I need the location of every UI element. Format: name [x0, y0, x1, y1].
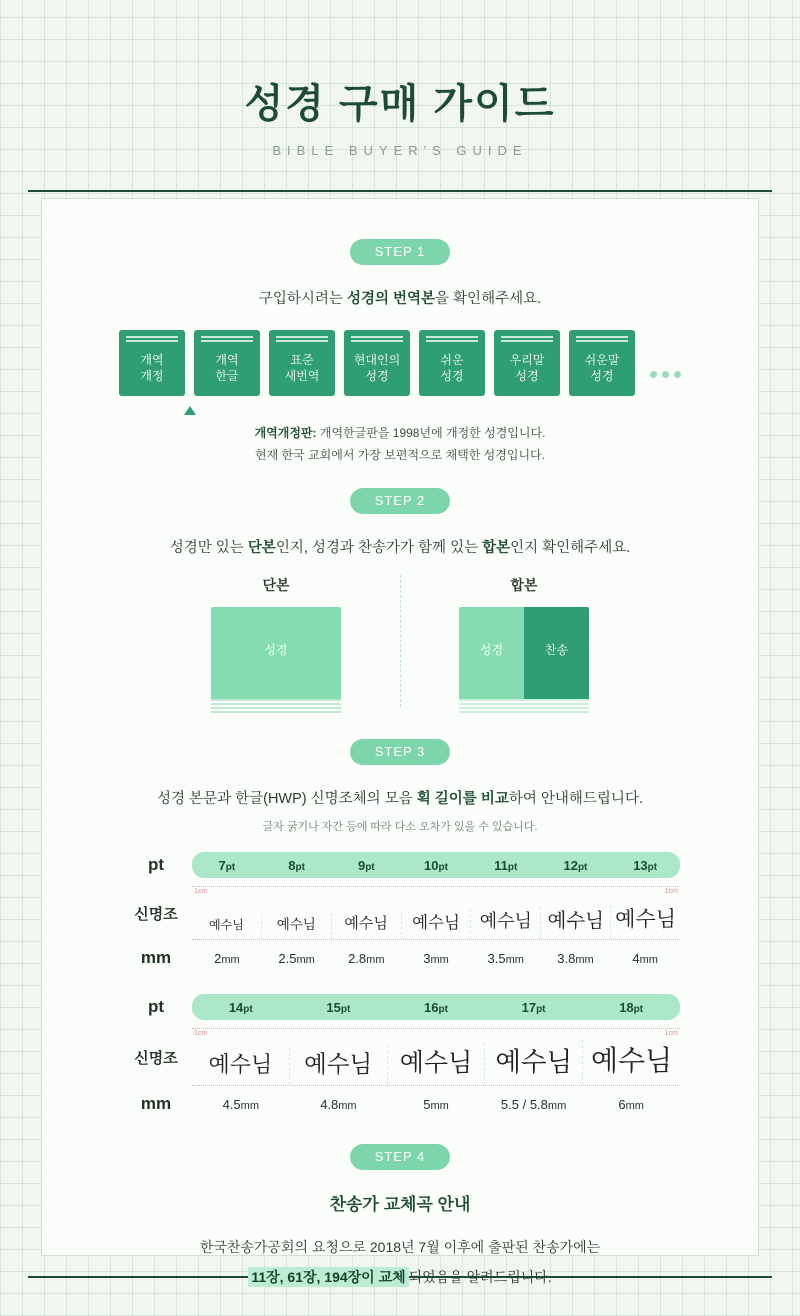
- row-header-pt: pt: [147, 997, 165, 1017]
- sample-cell: 예수님: [402, 909, 472, 939]
- single-volume-inner-label: 성경: [264, 642, 288, 657]
- pt-unit: pt: [295, 861, 305, 873]
- pt-cell: [290, 1000, 388, 1015]
- mm-value: 4: [632, 950, 640, 966]
- mm-unit: mm: [296, 953, 315, 966]
- ruler-left-label: 1cm: [194, 1030, 208, 1038]
- bible-format-comparison: [42, 575, 758, 713]
- row-header-mm: mm: [140, 1094, 172, 1114]
- step-1-lead-after: 을 확인해주세요.: [435, 291, 542, 307]
- page-header: [0, 0, 800, 158]
- sample-band-small: [192, 886, 680, 940]
- pt-unit: pt: [438, 1003, 448, 1015]
- mm-band-large: [192, 1097, 680, 1112]
- pt-band-small: [192, 852, 680, 878]
- mm-unit: mm: [505, 953, 524, 966]
- mm-unit: mm: [625, 1099, 644, 1112]
- page-title: 성경 구매 가이드: [244, 82, 556, 126]
- mm-value: 3: [423, 950, 431, 966]
- book-label-line2: 성경: [515, 369, 539, 383]
- sample-cell: 예수님: [290, 1045, 388, 1085]
- sample-cell: 예수님: [615, 907, 677, 932]
- mm-cell: [387, 1097, 485, 1112]
- combined-volume-pages: [459, 699, 589, 713]
- step-4-body: [42, 1233, 758, 1292]
- table-row: [120, 878, 680, 948]
- step-4-highlight: 11장, 61장, 194장이 교체: [248, 1267, 408, 1287]
- ruler-right-label: 1cm: [664, 888, 678, 896]
- step-1-lead-before: 구입하시려는: [258, 291, 347, 307]
- pt-value: 17: [521, 999, 537, 1015]
- pt-value: 12: [563, 857, 578, 873]
- mm-cell: [192, 951, 262, 966]
- pt-unit: pt: [536, 1003, 546, 1015]
- mm-unit: mm: [338, 1099, 357, 1112]
- mm-cell: [485, 1097, 583, 1112]
- mm-value: 6: [618, 1096, 626, 1112]
- pt-unit: pt: [633, 1003, 644, 1015]
- book-item[interactable]: [119, 330, 185, 396]
- mm-unit: mm: [547, 1099, 567, 1112]
- combined-volume-card[interactable]: [459, 575, 589, 713]
- step-4-line-2-tail: 되었음을 알려드립니다.: [408, 1268, 552, 1285]
- ruler-right-label: 1cm: [664, 1030, 678, 1038]
- book-label-line1: 쉬운말: [584, 352, 620, 367]
- pt-unit: pt: [438, 861, 448, 873]
- single-volume-right-page: [264, 607, 341, 699]
- pt-cell: [387, 1000, 485, 1015]
- mm-value: 5: [423, 1096, 431, 1112]
- step-2-lead-c: 인지, 성경과 찬송가가 함께 있는: [275, 540, 483, 557]
- step-3-lead-a: 성경 본문과 한글(HWP) 신명조체의 모음: [157, 791, 417, 808]
- book-label-line1: 우리말: [509, 352, 545, 367]
- pt-value: 18: [619, 999, 634, 1015]
- row-header-font: 신명조: [134, 905, 178, 923]
- sample-cell: 예수님: [332, 912, 402, 939]
- sample-cell: 예수님: [388, 1043, 486, 1085]
- mm-band-small: [192, 951, 680, 966]
- callout-arrow-icon: [184, 406, 196, 415]
- pt-unit: pt: [225, 861, 236, 873]
- pt-cell: [401, 858, 471, 873]
- pt-unit: pt: [577, 861, 588, 873]
- pt-value: 16: [424, 999, 439, 1015]
- book-label-line1: 개역: [215, 352, 239, 367]
- pt-value: 9: [357, 857, 366, 873]
- step-1-lead-bold: 성경의 번역본: [346, 291, 436, 307]
- step-3-lead: [42, 787, 758, 808]
- mm-unit: mm: [430, 953, 449, 966]
- pt-cell: [192, 858, 262, 873]
- sample-cell: 예수님: [471, 907, 541, 939]
- mm-value: 2.5: [278, 950, 297, 966]
- section-step-3: [42, 713, 758, 1114]
- callout-term: 개역개정판:: [254, 426, 317, 440]
- mm-value: 4.5: [222, 1096, 241, 1112]
- step-3-badge: STEP 3: [350, 739, 450, 765]
- pt-value: 13: [633, 857, 648, 873]
- font-size-table-large: [120, 994, 680, 1114]
- pt-cell: [331, 858, 401, 873]
- callout-line-2: 현재 한국 교회에서 가장 보편적으로 채택한 성경입니다.: [255, 448, 545, 463]
- callout-line-1: [140, 422, 660, 444]
- combined-volume-label: 합본: [510, 577, 538, 594]
- mm-cell: [331, 951, 401, 966]
- combined-volume-graphic: [459, 607, 589, 699]
- pt-cell: [262, 858, 332, 873]
- pt-unit: pt: [507, 861, 518, 873]
- combined-left-label: 성경: [479, 642, 504, 657]
- mm-unit: mm: [240, 1099, 259, 1112]
- step-2-lead-b1: 단본: [247, 540, 276, 557]
- step-4-badge: STEP 4: [350, 1144, 450, 1170]
- section-step-2: [42, 466, 758, 713]
- mm-cell: [401, 951, 471, 966]
- row-header-mm: mm: [140, 948, 172, 968]
- pt-unit: pt: [647, 861, 658, 873]
- mm-unit: mm: [430, 1099, 449, 1112]
- pt-cell: [485, 1000, 583, 1015]
- section-step-1: [42, 199, 758, 466]
- pt-cell: [541, 858, 611, 873]
- step-2-badge: STEP 2: [350, 488, 450, 514]
- table-row: [120, 1020, 680, 1094]
- mm-value: 5.5 / 5.8: [500, 1096, 548, 1112]
- mm-cell: [290, 1097, 388, 1112]
- book-label-line2: 새번역: [284, 369, 320, 383]
- section-step-4: [42, 1114, 758, 1292]
- pt-unit: pt: [365, 861, 375, 873]
- table-row: [120, 948, 680, 968]
- sample-cell: 예수님: [591, 1046, 673, 1078]
- row-header-pt: pt: [147, 855, 165, 875]
- sample-cell: 예수님: [541, 905, 611, 939]
- mm-value: 4.8: [320, 1096, 339, 1112]
- single-volume-label: 단본: [262, 577, 290, 594]
- mm-cell: [541, 951, 611, 966]
- pt-cell: [582, 1000, 680, 1015]
- table-row: [120, 1094, 680, 1114]
- ellipsis-dots-icon: [650, 371, 681, 378]
- step-2-lead-a: 성경만 있는: [169, 540, 248, 557]
- book-label-line2: 성경: [440, 369, 464, 383]
- book-label-line2: 한글: [215, 369, 239, 383]
- page-subtitle: BIBLE BUYER'S GUIDE: [272, 143, 528, 158]
- mm-unit: mm: [639, 953, 658, 966]
- pt-value: 15: [326, 999, 341, 1015]
- book-label-line1: 표준: [290, 352, 314, 367]
- mm-value: 2.8: [348, 950, 367, 966]
- pt-value: 7: [218, 857, 226, 873]
- book-label-line1: 현대인의: [353, 352, 401, 367]
- mm-cell: [582, 1097, 680, 1112]
- pt-value: 14: [228, 999, 244, 1015]
- row-header-font: 신명조: [134, 1049, 178, 1067]
- step-2-lead-b2: 합본: [482, 540, 511, 557]
- step-4-line-2: [42, 1263, 758, 1292]
- ruler-left-label: 1cm: [194, 888, 208, 896]
- book-item[interactable]: [344, 330, 410, 396]
- book-label-line1: 쉬운: [440, 352, 464, 367]
- mm-value: 2: [214, 950, 222, 966]
- mm-unit: mm: [366, 953, 385, 966]
- sample-cell: 예수님: [192, 916, 262, 939]
- combined-left-page: [459, 607, 524, 699]
- step-3-lead-b: 획 길이를 비교: [416, 791, 509, 808]
- step-3-note: 글자 굵기나 자간 등에 따라 다소 오차가 있을 수 있습니다.: [262, 821, 538, 834]
- mm-cell: [610, 951, 680, 966]
- pt-unit: pt: [243, 1003, 253, 1015]
- mm-cell: [262, 951, 332, 966]
- combined-right-page: [524, 607, 589, 699]
- mm-unit: mm: [575, 953, 594, 966]
- book-label-line1: 개역: [140, 352, 164, 367]
- pt-band-large: [192, 994, 680, 1020]
- content-sheet: [42, 199, 758, 1285]
- single-volume-card[interactable]: [211, 575, 341, 713]
- step-3-lead-c: 하여 안내해드립니다.: [508, 791, 643, 808]
- step-1-callout: [140, 422, 660, 466]
- step-2-lead-d: 인지 확인해주세요.: [510, 540, 631, 557]
- translation-book-list: [42, 330, 758, 396]
- mm-cell: [471, 951, 541, 966]
- callout-desc: 개역한글판을 1998년에 개정한 성경입니다.: [316, 426, 546, 440]
- sample-cell: 예수님: [192, 1048, 290, 1085]
- book-item[interactable]: [269, 330, 335, 396]
- single-volume-pages: [211, 699, 341, 713]
- book-label-line2: 성경: [365, 369, 389, 383]
- combined-right-label: 찬송: [544, 642, 569, 657]
- pt-cell: [610, 858, 680, 873]
- book-item[interactable]: [194, 330, 260, 396]
- step-1-lead: [42, 287, 758, 308]
- top-divider: [28, 190, 772, 192]
- font-size-table-small: [120, 852, 680, 968]
- book-item[interactable]: [494, 330, 560, 396]
- sample-cell: 예수님: [262, 913, 332, 939]
- sample-cell: 예수님: [485, 1040, 583, 1085]
- step-4-line-1: 한국찬송가공회의 요청으로 2018년 7월 이후에 출판된 찬송가에는: [199, 1239, 601, 1256]
- step-1-badge: STEP 1: [350, 239, 450, 265]
- table-row: [120, 994, 680, 1020]
- mm-unit: mm: [221, 953, 240, 966]
- pt-cell: [471, 858, 541, 873]
- mm-value: 3.8: [557, 950, 576, 966]
- mm-cell: [192, 1097, 290, 1112]
- mm-value: 3.5: [487, 950, 506, 966]
- single-volume-graphic: [211, 607, 341, 699]
- book-label-line2: 성경: [590, 369, 614, 383]
- pt-unit: pt: [340, 1003, 351, 1015]
- step-4-title: 찬송가 교체곡 안내: [329, 1195, 471, 1215]
- table-row: [120, 852, 680, 878]
- step-2-lead: [42, 536, 758, 557]
- book-item[interactable]: [569, 330, 635, 396]
- pt-value: 11: [494, 857, 508, 873]
- pt-value: 10: [424, 857, 439, 873]
- sample-band-large: [192, 1028, 680, 1086]
- book-item[interactable]: [419, 330, 485, 396]
- pt-cell: [192, 1000, 290, 1015]
- pt-value: 8: [288, 857, 296, 873]
- book-label-line2: 개정: [140, 369, 164, 383]
